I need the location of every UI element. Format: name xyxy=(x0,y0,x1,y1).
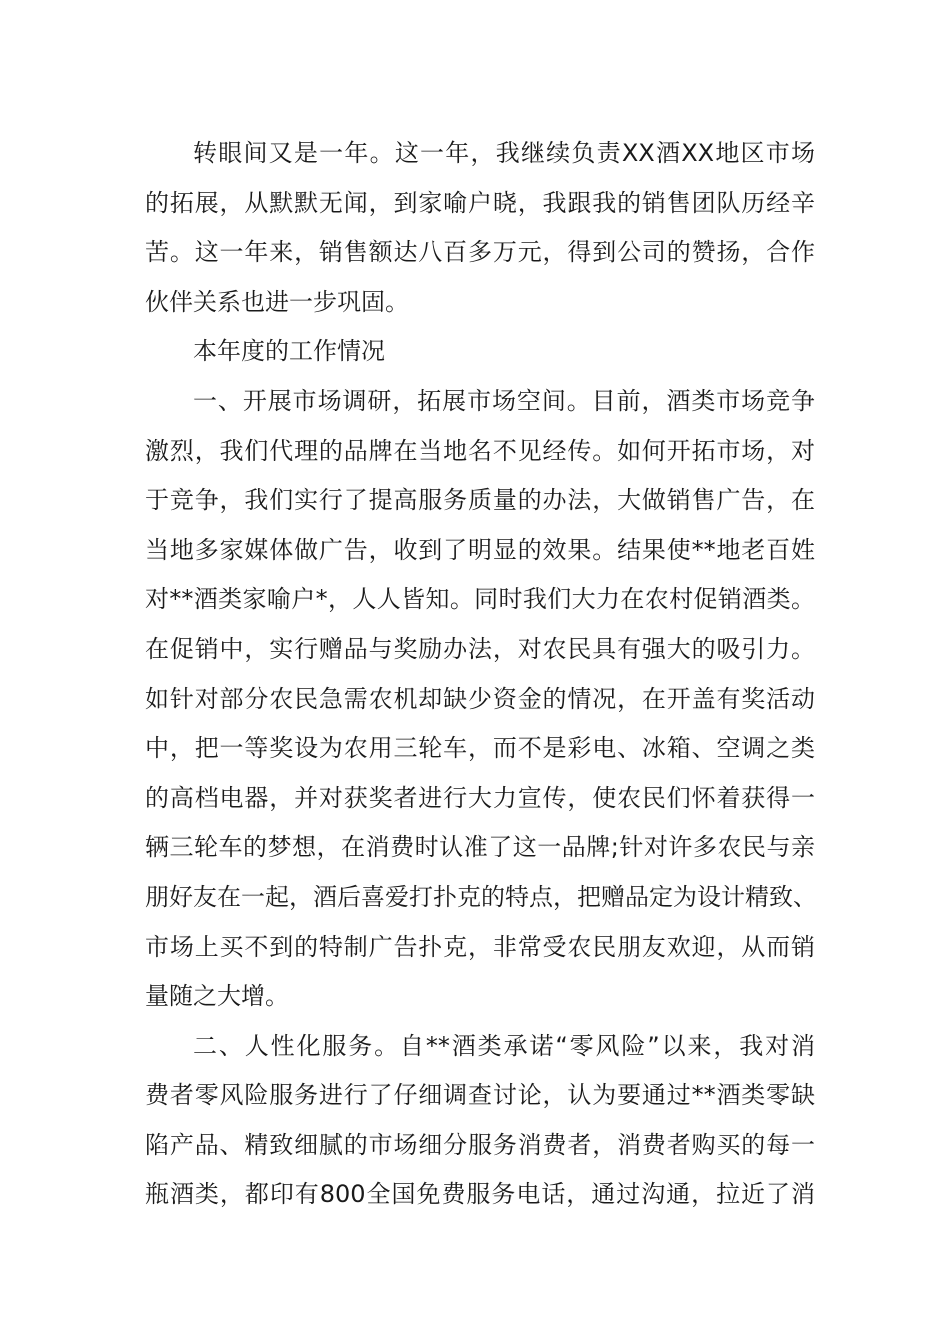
text-line: 当地多家媒体做广告，收到了明显的效果。结果使**地老百姓 xyxy=(145,535,815,564)
text-line: 朋好友在一起，酒后喜爱打扑克的特点，把赠品定为设计精致、 xyxy=(145,882,817,911)
text-line: 陷产品、精致细腻的市场细分服务消费者，消费者购买的每一 xyxy=(145,1130,815,1159)
text-line: 伙伴关系也进一步巩固。 xyxy=(145,287,409,316)
section-2-paragraph xyxy=(145,1022,815,1220)
text-line: 苦。这一年来，销售额达八百多万元，得到公司的赞扬，合作 xyxy=(145,238,815,267)
text-line: 市场上买不到的特制广告扑克，非常受农民朋友欢迎，从而销 xyxy=(145,932,815,961)
text-line: 量随之大增。 xyxy=(145,982,289,1011)
section-1-paragraph xyxy=(145,377,815,1022)
text-line: 辆三轮车的梦想，在消费时认准了这一品牌;针对许多农民与亲 xyxy=(145,833,815,862)
intro-paragraph xyxy=(145,129,815,327)
text-line: 一、开展市场调研，拓展市场空间。目前，酒类市场竞争 xyxy=(193,386,815,415)
text-line: 费者零风险服务进行了仔细调查讨论，认为要通过**酒类零缺 xyxy=(145,1081,815,1110)
text-line: 的高档电器，并对获奖者进行大力宣传，使农民们怀着获得一 xyxy=(145,783,815,812)
section-heading: 本年度的工作情况 xyxy=(193,337,385,366)
text-line: 中，把一等奖设为农用三轮车，而不是彩电、冰箱、空调之类 xyxy=(145,734,815,763)
text-line: 于竞争，我们实行了提高服务质量的办法，大做销售广告，在 xyxy=(145,486,815,515)
text-line: 对**酒类家喻户*，人人皆知。同时我们大力在农村促销酒类。 xyxy=(145,585,815,614)
text-line: 激烈，我们代理的品牌在当地名不见经传。如何开拓市场，对 xyxy=(145,436,815,465)
text-line: 瓶酒类，都印有800全国免费服务电话，通过沟通，拉近了消 xyxy=(145,1180,815,1209)
document-body xyxy=(145,129,815,1220)
text-line: 二、人性化服务。自**酒类承诺“零风险”以来，我对消 xyxy=(193,1031,815,1060)
text-line: 转眼间又是一年。这一年，我继续负责XX酒XX地区市场 xyxy=(193,139,815,167)
text-line: 如针对部分农民急需农机却缺少资金的情况，在开盖有奖活动 xyxy=(145,684,815,713)
text-line: 在促销中，实行赠品与奖励办法，对农民具有强大的吸引力。 xyxy=(145,634,815,663)
text-line: 的拓展，从默默无闻，到家喻户晓，我跟我的销售团队历经辛 xyxy=(145,188,815,217)
